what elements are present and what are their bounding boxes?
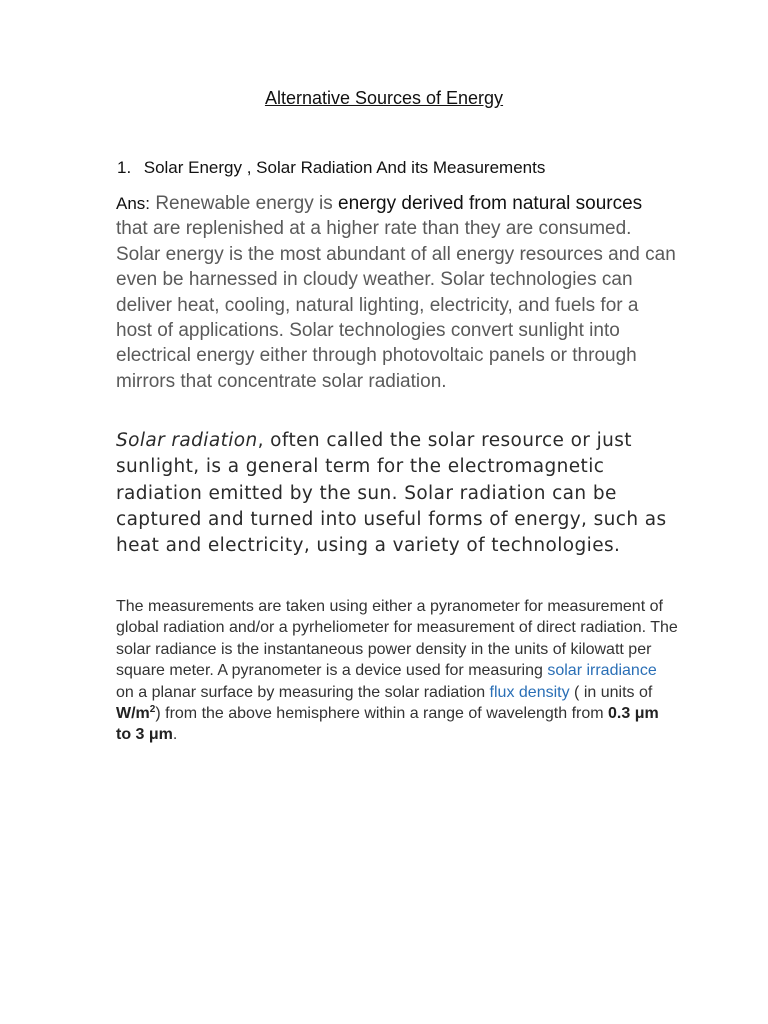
measurements-text-part5: .: [172, 726, 178, 744]
question-heading: [117, 158, 677, 178]
solar-radiation-term: Solar radiation: [116, 430, 258, 451]
measurements-text-part2: on a planar surface by measuring the solar radiation: [116, 683, 490, 701]
answer-label: Ans:: [116, 194, 151, 213]
answer-paragraph: [116, 191, 676, 394]
measurements-text-part4: ) from the above hemisphere within a range of wavelength from: [155, 705, 609, 723]
answer-text-part2: that are replenished at a higher rate than they are consumed. Solar energy is the most abundant of all energy resources and can even be harnessed in cloudy weather. Solar technologies can deliver heat, cooling, natural lighting, electricity, and fuels for a host of applications. Solar technologies convert sunlight into electrical energy either through photovoltaic panels or through mirrors that concentrate solar radiation.: [116, 218, 676, 392]
measurements-text-part3: ( in units of: [569, 683, 653, 701]
answer-text-part1: Renewable energy is: [155, 193, 339, 214]
measurements-paragraph: [116, 596, 678, 746]
question-text: Solar Energy , Solar Radiation And its Measurements: [143, 158, 546, 177]
solar-radiation-paragraph: [116, 428, 676, 559]
question-number: 1.: [117, 158, 132, 177]
flux-density-link[interactable]: flux density: [489, 683, 570, 701]
unit-label: [116, 705, 155, 722]
measurements-text-part1: The measurements are taken using either a pyranometer for measurement of global radiation and/or a pyrheliometer for measurement of direct radiation. The solar radiance is the instantaneous power density in the units of kilowatt per square meter. A pyranometer is a device used for measuring: [116, 598, 678, 680]
answer-emphasis: energy derived from natural sources: [338, 193, 643, 214]
unit-base: W/m: [116, 705, 150, 723]
unit-superscript: 2: [149, 704, 156, 716]
document-title: Alternative Sources of Energy: [264, 88, 504, 108]
wavelength-range: 0.3 μm to 3 μm: [116, 705, 659, 744]
solar-radiation-text: , often called the solar resource or just sunlight, is a general term for the electromagnetic radiation emitted by the sun. Solar radiation can be captured and turned into useful forms of energy, such as heat and electricity, using a variety of technologies.: [116, 430, 667, 557]
solar-irradiance-link[interactable]: solar irradiance: [547, 662, 657, 680]
